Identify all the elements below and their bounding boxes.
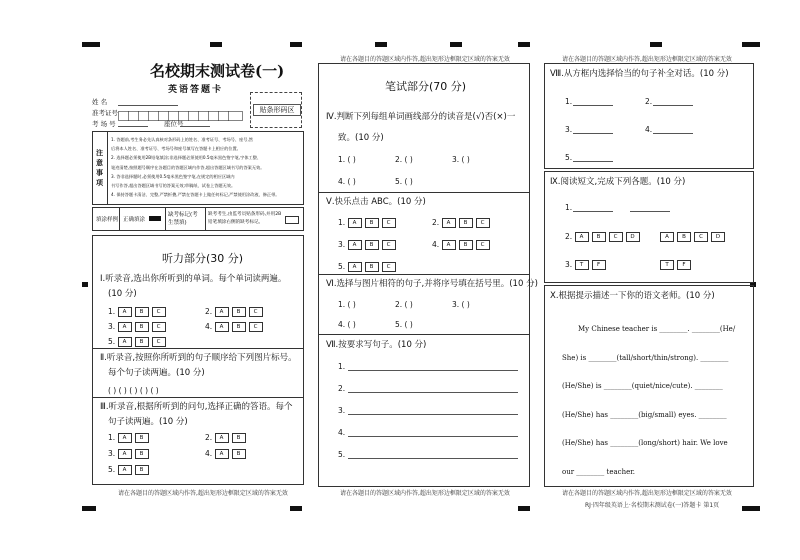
divider — [165, 208, 166, 230]
essay-line: She) is ________(tall/short/thin/strong). ________ — [562, 353, 729, 362]
answer-line[interactable] — [573, 161, 613, 162]
item-number: 3. — [108, 322, 116, 331]
filled-box — [149, 216, 161, 221]
option-b[interactable]: B — [135, 449, 149, 459]
answer-line[interactable] — [573, 211, 613, 212]
notice-line: 1. 答题前,考生务必先认真核对条形码上的姓名、准考证号、考场号、座号,然 — [111, 137, 253, 142]
item-number: 5. — [108, 337, 116, 346]
option-c[interactable]: C — [476, 240, 490, 250]
fill-example-label: 填涂样例 — [96, 217, 119, 223]
written-panel — [318, 63, 530, 487]
option-b[interactable]: B — [135, 322, 149, 332]
q3-row-2 — [205, 433, 249, 443]
divider — [318, 192, 529, 193]
option-a[interactable]: A — [118, 322, 132, 332]
option-a[interactable]: A — [215, 307, 229, 317]
page-title: 名校期末测试卷(一) — [150, 62, 285, 80]
name-label: 姓 名 — [92, 98, 108, 106]
divider — [92, 397, 303, 398]
item-number: 3. — [565, 260, 573, 269]
item-number: 5. — [395, 177, 403, 186]
q1-score: (10 分) — [108, 289, 137, 299]
item-number: 2. — [395, 300, 403, 309]
answer-blank[interactable]: ( ) — [404, 300, 413, 309]
option-c[interactable]: C — [152, 322, 166, 332]
answer-blank[interactable]: ( ) — [461, 155, 470, 164]
listening-title: 听力部分(30 分) — [162, 252, 244, 265]
option-b[interactable]: B — [135, 433, 149, 443]
item-number: 3. — [338, 240, 346, 249]
option-c[interactable]: C — [249, 307, 263, 317]
option-a[interactable]: A — [442, 218, 456, 228]
essay-line: our ________ teacher. — [562, 467, 636, 476]
notice-line: 书写作答,超出答题区域书写的答案无效;草稿纸、试卷上答题无效。 — [111, 183, 236, 189]
option-b[interactable]: B — [135, 337, 149, 347]
answer-blank[interactable]: ( ) — [404, 177, 413, 186]
essay-line: My Chinese teacher is ________. ________(He/ — [578, 325, 736, 333]
item-number: 1. — [338, 218, 346, 227]
seat-label: 座位号 — [164, 120, 184, 128]
essay-text[interactable] — [562, 315, 747, 486]
option-c[interactable]: C — [152, 307, 166, 317]
item-number: 4. — [338, 320, 346, 329]
answer-line[interactable] — [653, 105, 693, 106]
registration-mark — [742, 42, 760, 47]
option-t[interactable]: T — [660, 260, 674, 270]
option-c[interactable]: C — [249, 322, 263, 332]
item-number: 2. — [205, 433, 213, 442]
notice-text — [111, 135, 301, 199]
option-c[interactable]: C — [152, 337, 166, 347]
q3-title: Ⅲ.听录音,根据所听到的问句,选择正确的答语。每个 — [100, 402, 293, 412]
written-title: 笔试部分(70 分) — [385, 80, 467, 93]
q9-title: Ⅸ.阅读短文,完成下列各题。(10 分) — [550, 177, 686, 187]
item-number: 2. — [565, 232, 573, 241]
q1-title: Ⅰ.听录音,选出你所听到的单词。每个单词读两遍。 — [100, 274, 287, 284]
answer-blank[interactable]: ( ) — [404, 320, 413, 329]
boundary-warning: 请在各题目的答题区域内作答,超出矩形边框限定区域的答案无效 — [340, 490, 510, 497]
room-label: 考 场 号 — [92, 120, 116, 128]
q5-row-2 — [432, 218, 493, 228]
option-b[interactable]: B — [365, 218, 379, 228]
divider — [92, 348, 303, 349]
q3-sub: 句子读两遍。(10 分) — [108, 417, 188, 427]
divider — [119, 208, 120, 230]
option-b[interactable]: B — [135, 307, 149, 317]
option-c[interactable]: C — [382, 218, 396, 228]
option-b[interactable]: B — [232, 449, 246, 459]
notice-side — [93, 132, 108, 204]
q4-row — [395, 155, 413, 164]
absent-checkbox[interactable] — [285, 216, 299, 224]
registration-mark — [290, 42, 302, 47]
item-number: 5. — [395, 320, 403, 329]
registration-mark — [650, 42, 662, 47]
option-a[interactable]: A — [215, 433, 229, 443]
q1-row-5 — [108, 337, 169, 347]
option-b[interactable]: B — [232, 433, 246, 443]
registration-mark — [518, 506, 530, 511]
answer-blank[interactable]: ( ) — [404, 155, 413, 164]
item-number: 1. — [565, 203, 573, 212]
notice-line: 3. 答非选择题时,必须使用0.5毫米黑色签字笔,在规定的相应区域内 — [111, 173, 235, 179]
q9-row-2b — [660, 232, 728, 242]
answer-blank[interactable]: ( ) — [347, 177, 356, 186]
option-b[interactable]: B — [459, 218, 473, 228]
item-number: 4. — [205, 322, 213, 331]
notice-line: 后将本人姓名、准考证号、考场号和座号填写在答题卡上相应的位置。 — [111, 146, 241, 152]
page-subtitle: 英语答题卡 — [168, 85, 224, 95]
item-number: 2. — [338, 384, 346, 393]
item-number: 2. — [395, 155, 403, 164]
answer-blank[interactable]: ( ) — [347, 155, 356, 164]
item-number: 1. — [108, 307, 116, 316]
answer-line[interactable] — [573, 133, 613, 134]
answer-line[interactable] — [573, 105, 613, 106]
item-number: 3. — [108, 449, 116, 458]
q3-row-1 — [108, 433, 152, 443]
q6-title: Ⅵ.选择与图片相符的句子,并将序号填在括号里。(10 分) — [326, 279, 538, 289]
room-field[interactable] — [118, 126, 148, 127]
divider — [318, 274, 529, 275]
boundary-warning: 请在各题目的答题区域内作答,超出矩形边框限定区域的答案无效 — [118, 490, 288, 497]
answer-line[interactable] — [348, 436, 518, 437]
answer-line[interactable] — [630, 211, 670, 212]
item-number: 3. — [338, 406, 346, 415]
notice-line: 4. 保持答题卡清洁、完整,严禁折叠,严禁在答题卡上做任何标记,严禁使用涂改液、修正带。 — [111, 192, 280, 198]
item-number: 4. — [205, 449, 213, 458]
registration-mark — [518, 42, 530, 47]
q4-row — [338, 177, 356, 186]
item-number: 5. — [338, 262, 346, 271]
q2-blanks[interactable]: ( ) ( ) ( ) ( ) ( ) — [108, 386, 159, 395]
boundary-warning: 请在各题目的答题区域内作答,超出矩形边框限定区域的答案无效 — [340, 56, 510, 63]
option-a[interactable]: A — [215, 322, 229, 332]
q6-row — [452, 300, 470, 309]
barcode-area — [250, 92, 302, 128]
essay-line: (He/She) is ________(quiet/nice/cute). ________ — [562, 382, 723, 390]
option-c[interactable]: C — [382, 262, 396, 272]
q10-title: Ⅹ.根据提示描述一下你的语文老师。(10 分) — [550, 291, 715, 301]
item-number: 5. — [565, 153, 573, 162]
answer-blank[interactable]: ( ) — [461, 300, 470, 309]
q5-row-3 — [338, 240, 399, 250]
option-b[interactable]: B — [232, 307, 246, 317]
notice-line: 笔迹清楚,按照题号顺序在各题目的答题区域内作答,超出答题区域书写的答案无效。 — [111, 164, 265, 170]
option-b[interactable]: B — [677, 232, 691, 242]
option-a[interactable]: A — [575, 232, 589, 242]
option-t[interactable]: T — [575, 260, 589, 270]
option-a[interactable]: A — [118, 465, 132, 475]
q4-row — [395, 177, 413, 186]
option-f[interactable]: F — [677, 260, 691, 270]
q6-row — [395, 300, 413, 309]
q9-row-3b — [660, 260, 694, 270]
option-a[interactable]: A — [118, 337, 132, 347]
boundary-warning: 请在各题目的答题区域内作答,超出矩形边框限定区域的答案无效 — [562, 56, 732, 63]
absent-mark-label: 缺考标记(考生禁填) — [168, 212, 198, 226]
q9-row-3 — [565, 260, 609, 270]
registration-mark — [82, 42, 100, 47]
essay-line: (He/She) has ________(long/short) hair. We love — [562, 439, 728, 447]
item-number: 4. — [432, 240, 440, 249]
q4-title: Ⅳ.判断下列每组单词画线部分的读音是(√)否(×)一 — [326, 112, 516, 122]
item-number: 3. — [452, 155, 460, 164]
answer-line[interactable] — [348, 414, 518, 415]
q3-row-5 — [108, 465, 152, 475]
q5-row-1 — [338, 218, 399, 228]
item-number: 5. — [338, 450, 346, 459]
answer-line[interactable] — [348, 370, 518, 371]
q8-title: Ⅷ.从方框内选择恰当的句子补全对话。(10 分) — [550, 69, 729, 79]
option-b[interactable]: B — [135, 465, 149, 475]
option-c[interactable]: C — [694, 232, 708, 242]
item-number: 1. — [565, 97, 573, 106]
item-number: 5. — [108, 465, 116, 474]
q3-row-3 — [108, 449, 152, 459]
option-f[interactable]: F — [592, 260, 606, 270]
answer-line[interactable] — [653, 133, 693, 134]
item-number: 1. — [338, 300, 346, 309]
q1-row-2 — [205, 307, 266, 317]
registration-mark — [82, 282, 88, 287]
q4-row — [338, 155, 356, 164]
item-number: 3. — [452, 300, 460, 309]
correct-fill-label: 正确填涂 — [123, 217, 146, 223]
q3-row-4 — [205, 449, 249, 459]
q6-row — [338, 320, 356, 329]
item-number: 3. — [565, 125, 573, 134]
answer-line[interactable] — [348, 458, 518, 459]
q6-row — [338, 300, 356, 309]
q5-title: Ⅴ.快乐点击 ABC。(10 分) — [326, 197, 426, 207]
fill-example-row — [92, 207, 304, 231]
q7-title: Ⅶ.按要求写句子。(10 分) — [326, 340, 427, 350]
exam-no-label: 准考证号 — [92, 109, 118, 117]
barcode-label: 贴条形码区 — [253, 104, 301, 116]
q5-row-4 — [432, 240, 493, 250]
registration-mark — [742, 506, 760, 511]
option-a[interactable]: A — [118, 433, 132, 443]
registration-mark — [450, 42, 462, 47]
option-d[interactable]: D — [626, 232, 640, 242]
option-b[interactable]: B — [365, 262, 379, 272]
seat-field[interactable] — [180, 126, 210, 127]
item-number: 2. — [645, 97, 653, 106]
q1-row-4 — [205, 322, 266, 332]
option-c[interactable]: C — [476, 218, 490, 228]
notice-side-label: 注意事项 — [96, 149, 103, 187]
option-a[interactable]: A — [215, 449, 229, 459]
item-number: 4. — [338, 177, 346, 186]
option-a[interactable]: A — [442, 240, 456, 250]
q4-row — [452, 155, 470, 164]
boundary-warning: 请在各题目的答题区域内作答,超出矩形边框限定区域的答案无效 — [562, 490, 732, 497]
q9-row-2 — [565, 232, 643, 242]
notice-panel — [92, 131, 304, 205]
option-b[interactable]: B — [592, 232, 606, 242]
option-a[interactable]: A — [660, 232, 674, 242]
essay-line: (He/She) has ________(big/small) eyes. ________ — [562, 410, 727, 419]
option-b[interactable]: B — [459, 240, 473, 250]
divider — [318, 334, 529, 335]
item-number: 1. — [108, 433, 116, 442]
registration-mark — [375, 42, 387, 47]
answer-line[interactable] — [348, 392, 518, 393]
q1-row-1 — [108, 307, 169, 317]
registration-mark — [82, 506, 96, 511]
item-number: 4. — [338, 428, 346, 437]
q5-row-5 — [338, 262, 399, 272]
item-number: 1. — [338, 155, 346, 164]
answer-blank[interactable]: ( ) — [347, 320, 356, 329]
page-footer: RJ·四年级英语上·名校期末测试卷(一)答题卡 第1页 — [585, 502, 720, 509]
option-a[interactable]: A — [348, 262, 362, 272]
option-d[interactable]: D — [711, 232, 725, 242]
option-b[interactable]: B — [365, 240, 379, 250]
item-number: 2. — [432, 218, 440, 227]
item-number: 4. — [645, 125, 653, 134]
q4-sub: 致。(10 分) — [338, 133, 384, 143]
q1-row-3 — [108, 322, 169, 332]
option-a[interactable]: A — [118, 307, 132, 317]
absent-note: 缺考考生,由监考员贴条形码,并用2B铅笔填涂右侧的缺考标记。 — [208, 212, 282, 225]
option-b[interactable]: B — [232, 322, 246, 332]
option-c[interactable]: C — [382, 240, 396, 250]
registration-mark — [210, 42, 222, 47]
option-a[interactable]: A — [348, 218, 362, 228]
q2-sub: 每个句子读两遍。(10 分) — [108, 368, 205, 378]
answer-blank[interactable]: ( ) — [347, 300, 356, 309]
option-a[interactable]: A — [348, 240, 362, 250]
q2-title: Ⅱ.听录音,按照你所听到的句子顺序给下列图片标号。 — [100, 353, 297, 363]
notice-line: 2. 选择题必须使用2B铅笔填涂;非选择题必须使用0.5毫米黑色签字笔,字体工整、 — [111, 155, 262, 161]
item-number: 1. — [338, 362, 346, 371]
divider — [205, 208, 206, 230]
registration-mark — [290, 506, 302, 511]
option-a[interactable]: A — [118, 449, 132, 459]
option-c[interactable]: C — [609, 232, 623, 242]
item-number: 2. — [205, 307, 213, 316]
q6-row — [395, 320, 413, 329]
